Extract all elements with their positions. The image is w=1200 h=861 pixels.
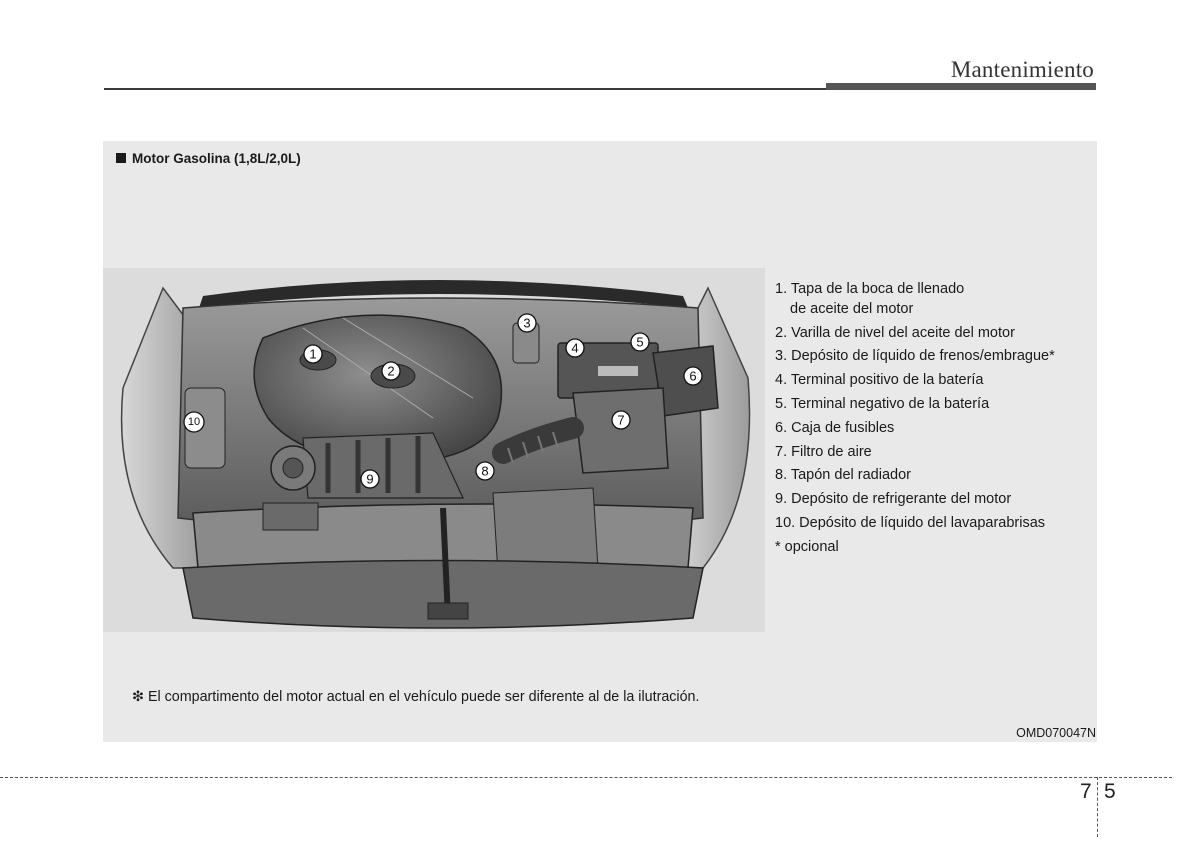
callout-10 xyxy=(184,412,204,432)
callout-3 xyxy=(518,314,536,332)
section-title-text: Motor Gasolina (1,8L/2,0L) xyxy=(132,151,301,166)
legend-item: 2. Varilla de nivel del aceite del motor xyxy=(775,324,1015,341)
svg-text:7: 7 xyxy=(617,412,625,428)
page-number-divider xyxy=(1097,777,1098,837)
legend-item: 7. Filtro de aire xyxy=(775,443,872,460)
legend-item: 3. Depósito de líquido de frenos/embrague* xyxy=(775,348,1055,365)
legend-item: 10. Depósito de líquido del lavaparabrisas xyxy=(775,514,1046,531)
callout-6 xyxy=(684,367,702,385)
page-number: 5 xyxy=(1104,780,1116,803)
header-rule-thin xyxy=(104,88,826,90)
svg-text:3: 3 xyxy=(523,315,531,331)
legend-footnote: * opcional xyxy=(775,538,839,555)
legend-item: 5. Terminal negativo de la batería xyxy=(775,395,990,412)
legend-item: 8. Tapón del radiador xyxy=(775,467,911,484)
square-bullet-icon xyxy=(116,153,126,163)
svg-text:10: 10 xyxy=(187,416,201,428)
legend-item: 9. Depósito de refrigerante del motor xyxy=(775,491,1012,508)
legend-item: 4. Terminal positivo de la batería xyxy=(775,372,984,389)
legend-list xyxy=(775,278,1095,560)
callout-8 xyxy=(476,462,494,480)
svg-text:2: 2 xyxy=(387,363,395,379)
callout-7 xyxy=(612,411,630,429)
svg-text:5: 5 xyxy=(636,334,644,350)
section-title xyxy=(116,151,301,166)
page-chapter-number: 7 xyxy=(1080,780,1092,803)
legend-item xyxy=(775,278,1095,322)
callout-9 xyxy=(361,470,379,488)
callout-5 xyxy=(631,333,649,351)
callout-1 xyxy=(304,345,322,363)
figure-code: OMD070047N xyxy=(1016,726,1096,740)
footer-dashed-rule xyxy=(0,777,1172,778)
legend-item: 6. Caja de fusibles xyxy=(775,419,895,436)
svg-text:6: 6 xyxy=(689,368,697,384)
svg-text:4: 4 xyxy=(571,340,579,356)
illustration-note: ❇ El compartimento del motor actual en el vehículo puede ser diferente al de la ilutración. xyxy=(132,689,700,705)
callout-4 xyxy=(566,339,584,357)
svg-text:9: 9 xyxy=(366,471,374,487)
header-rule-thick xyxy=(826,83,1096,90)
engine-compartment-illustration xyxy=(103,268,765,632)
page-header-title: Mantenimiento xyxy=(950,57,1094,82)
legend-item-continuation: de aceite del motor xyxy=(790,300,914,317)
legend-item-line: 1. Tapa de la boca de llenado xyxy=(775,281,965,297)
svg-text:1: 1 xyxy=(309,346,317,362)
callout-2 xyxy=(382,362,400,380)
svg-text:8: 8 xyxy=(481,463,489,479)
